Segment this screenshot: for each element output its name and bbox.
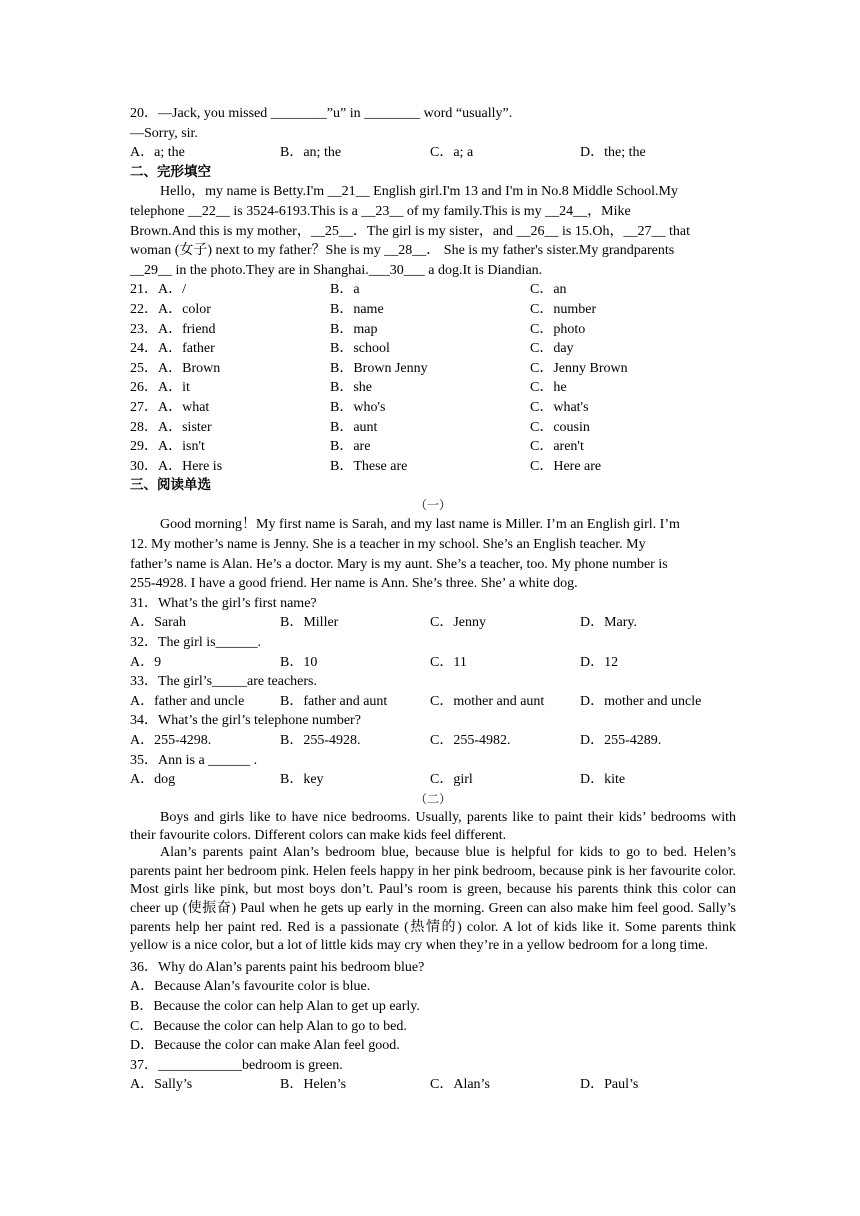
option-c: C．Jenny [430,615,486,631]
option-b: B．map [330,321,378,337]
q34-stem: 34．What’s the girl’s telephone number? [130,713,361,729]
part-label-2: （二） [414,791,451,806]
cloze-question-row [130,280,736,300]
option-d: D．Paul’s [580,1077,639,1093]
option-a: A．255-4298. [130,733,212,748]
option-a: 30．A．Here is [130,458,223,474]
exam-page [130,104,736,1095]
q32-options [130,653,736,673]
passage-line: Good morning！My first name is Sarah, and my last name is Miller. I’m an English girl. I’m [160,517,680,533]
option-a: 24．A．father [130,341,215,357]
option-a: A．Sally’s [130,1077,193,1093]
option-c: C．Alan’s [430,1077,490,1093]
q36-option-b: B．Because the color can help Alan to get up early. [130,998,420,1014]
option-c: C．aren't [530,439,584,455]
option-b: B．father and aunt [280,693,388,709]
cloze-question-row [130,320,736,340]
section-title-reading: 三、阅读单选 [130,477,211,494]
option-c: C．mother and aunt [430,693,545,709]
option-c: C．photo [530,321,586,337]
q36-option-a: A．Because Alan’s favourite color is blue. [130,979,371,995]
reading-passage-2-para-1: Boys and girls like to have nice bedrooms. Usually, parents like to paint their kids’ bedrooms with their favourite colors. Different colors can make kids feel different. [130,810,736,843]
passage-line: 12. My mother’s name is Jenny. She is a teacher in my school. She’s an English teacher. My [130,537,646,553]
q33-options [130,692,736,712]
cloze-passage [130,182,736,280]
option-b: B．Helen’s [280,1077,347,1093]
q35-options [130,770,736,790]
section-title-cloze: 二、完形填空 [130,163,211,180]
option-a: 29．A．isn't [130,439,205,455]
cloze-question-row [130,378,736,398]
option-b: B．school [330,341,390,357]
q20-options [130,143,736,163]
q36-option-d: D．Because the color can make Alan feel good. [130,1038,400,1054]
option-c: C．girl [430,772,473,788]
option-b: B．key [280,772,324,788]
option-d: D．kite [580,772,626,788]
passage-line: father’s name is Alan. He’s a doctor. Mary is my aunt. She’s a teacher, too. My phone number is [130,556,668,572]
option-a: 26．A．it [130,380,190,396]
option-b: B．These are [330,458,408,474]
option-c: C．an [530,282,567,298]
option-a: A．9 [130,654,162,670]
option-c: C．a; a [430,145,474,161]
option-b: B．Miller [280,615,339,631]
option-b: B．Brown Jenny [330,360,428,376]
cloze-question-row [130,418,736,438]
option-c: C．number [530,301,597,317]
cloze-question-row [130,300,736,320]
passage-line: 255-4928. I have a good friend. Her name is Ann. She’s three. She’ a white dog. [130,576,578,592]
cloze-line: __29__ in the photo.They are in Shanghai.___30___ a dog.It is Diandian. [130,262,543,278]
option-b: B．aunt [330,419,378,435]
option-a: A．dog [130,772,176,788]
cloze-line: telephone __22__ is 3524-6193.This is a __23__ of my family.This is my __24__，Mike [130,203,631,219]
option-c: C．Here are [530,458,602,474]
cloze-line: Hello，my name is Betty.I'm __21__ English girl.I'm 13 and I'm in No.8 Middle School.My [160,184,679,200]
q35-stem: 35．Ann is a ______ . [130,752,258,768]
q36-stem: 36．Why do Alan’s parents paint his bedroom blue? [130,959,425,975]
cloze-questions [130,280,736,476]
option-d: D．Mary. [580,615,638,631]
option-b: B．255-4928. [280,733,361,748]
option-a: 22．A．color [130,301,211,317]
cloze-question-row [130,398,736,418]
q36-option-c: C．Because the color can help Alan to go to bed. [130,1018,407,1034]
option-d: D．mother and uncle [580,693,702,709]
option-a: 21．A．/ [130,282,186,298]
option-c: C．Jenny Brown [530,360,628,376]
q31-options [130,613,736,633]
reading-passage-2-para-2: Alan’s parents paint Alan’s bedroom blue, because blue is helpful for kids to go to bed. Helen’s parents paint her bedroom pink. Helen feels happy in her pink bedroom, because pink is her favourite color. Most girls like pink, but most boys don’t. Paul’s room is green, because his parents think this color can cheer up (使振奋) Paul when he gets up early in the morning. Green can also make him feel good. Sally’s parents help her paint red. Red is a passionate (热情的) color. A lot of kids like it. Some parents think yellow is a nice color, but a lot of little kids may cry when they’re in a yellow bedroom for a long time. [130,845,736,954]
option-c: C．cousin [530,419,590,435]
option-c: C．day [530,341,574,357]
option-d: D．the; the [580,145,646,161]
option-b: B．an; the [280,145,342,161]
option-a: 28．A．sister [130,419,212,435]
option-b: B．a [330,282,360,298]
q32-stem: 32．The girl is______. [130,635,262,651]
q31-stem: 31．What’s the girl’s first name? [130,595,317,611]
option-a: A．Sarah [130,615,186,631]
option-c: C．11 [430,654,467,670]
q33-stem: 33．The girl’s_____are teachers. [130,674,317,690]
option-b: B．are [330,439,371,455]
option-b: B．10 [280,654,318,670]
cloze-question-row [130,437,736,457]
cloze-question-row [130,339,736,359]
option-c: C．what's [530,399,589,415]
cloze-line: woman (女子) next to my father？She is my __28__． She is my father's sister.My grandparents [130,243,675,259]
option-a: A．a; the [130,145,185,161]
option-b: B．she [330,380,372,396]
option-b: B．who's [330,399,386,415]
q37-options [130,1075,736,1095]
option-a: 23．A．friend [130,321,216,337]
part-label-1: （一） [414,497,451,512]
q20-stem: 20．—Jack, you missed ________”u” in ________ word “usually”. [130,106,513,121]
option-d: D．12 [580,654,619,670]
option-a: 25．A．Brown [130,360,221,376]
option-c: C．he [530,380,567,396]
option-a: A．father and uncle [130,693,245,709]
option-c: C．255-4982. [430,733,511,748]
q37-stem: 37．____________bedroom is green. [130,1057,343,1073]
reading-passage-1 [130,515,736,593]
cloze-question-row [130,359,736,379]
option-a: 27．A．what [130,399,210,415]
option-b: B．name [330,301,384,317]
cloze-line: Brown.And this is my mother，__25__．The girl is my sister，and __26__ is 15.Oh，__27__ that [130,223,690,239]
cloze-question-row [130,457,736,477]
q34-options [130,731,736,751]
option-d: D．255-4289. [580,733,662,748]
q20-reply: —Sorry, sir. [130,125,198,141]
